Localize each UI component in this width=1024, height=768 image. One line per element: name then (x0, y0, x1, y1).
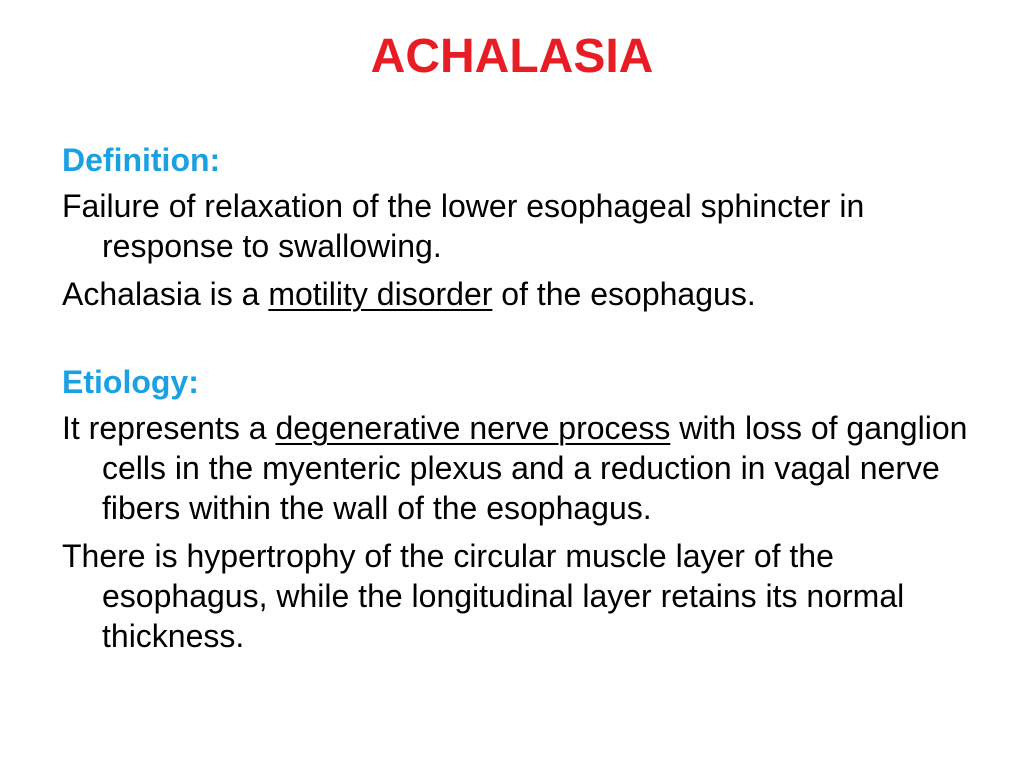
definition-paragraph-1: Failure of relaxation of the lower esophageal sphincter in response to swallowing. (62, 188, 865, 264)
definition-heading: Definition: (62, 142, 221, 178)
definition-paragraph-2-start: Achalasia is a (62, 276, 269, 312)
slide-body (62, 140, 977, 664)
etiology-paragraph-1 (62, 408, 977, 528)
definition-paragraph-2 (62, 274, 977, 314)
slide-title: ACHALASIA (370, 30, 654, 83)
etiology-paragraph-1-start: It represents a (62, 410, 276, 446)
motility-disorder-underlined: motility disorder (268, 276, 493, 312)
degenerative-nerve-process-underlined: degenerative nerve process (275, 410, 671, 446)
etiology-paragraph-2: There is hypertrophy of the circular muscle layer of the esophagus, while the longitudinal layer retains its normal thickness. (62, 538, 905, 654)
section-spacer (62, 322, 977, 362)
definition-paragraph-2-end: of the esophagus. (492, 276, 756, 312)
etiology-paragraph-1-end: with loss of ganglion cells in the myenteric plexus and a reduction in vagal nerve fibers within the wall of the esophagus. (102, 410, 968, 526)
etiology-heading: Etiology: (62, 364, 199, 400)
